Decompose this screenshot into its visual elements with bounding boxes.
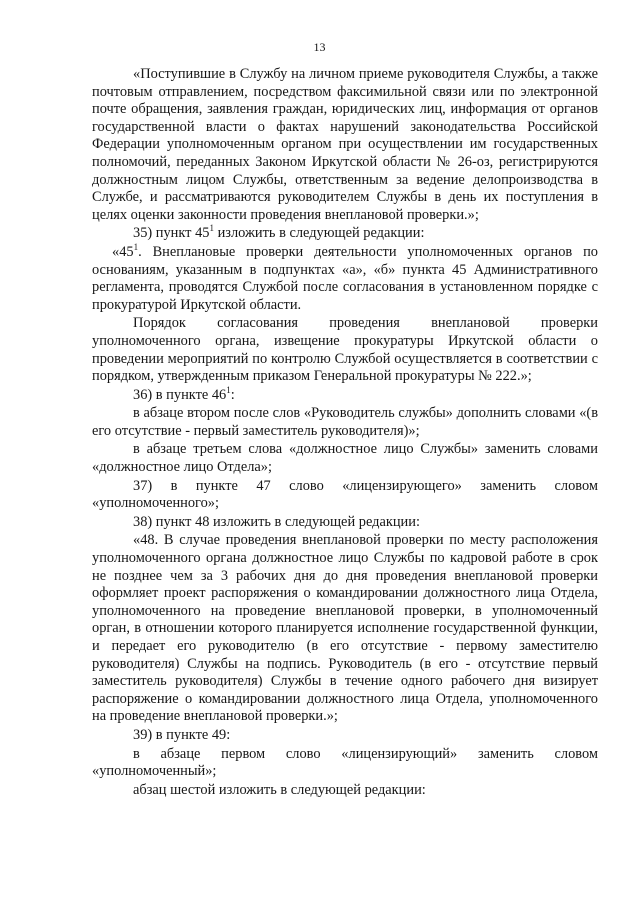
superscript: 1 <box>209 223 214 234</box>
document-body <box>92 66 598 800</box>
superscript: 1 <box>133 241 139 252</box>
page-number: 13 <box>313 40 326 54</box>
paragraph-quote-1: «Поступившие в Службу на личном приеме руководителя Службы, а также почтовым отправлением, посредством факсимильной связи или по электронной почте обращения, заявления граждан, юридических лиц, информация от органов государственной власти о фактах нарушений законодательства Российской Федерации уполномоченным органом при осуществлении им государственных полномочий, переданных Законом Иркутской области № 26-оз, регистрируются должностным лицом Службы, ответственным за ведение делопроизводства в Службе, и рассматриваются руководителем Службы в день их поступления в целях оценки законности проведения внеплановой проверки.»; <box>92 66 598 223</box>
paragraph-item-37: 37) в пункте 47 слово «лицензирующего» заменить словом «уполномоченного»; <box>92 477 598 512</box>
paragraph-item-39: 39) в пункте 49: <box>133 726 231 743</box>
paragraph-39-abzac-6: абзац шестой изложить в следующей редакции: <box>133 781 426 798</box>
superscript: 1 <box>226 384 231 395</box>
paragraph-item-38: 38) пункт 48 изложить в следующей редакции: <box>133 513 420 530</box>
paragraph-item-36: 36) в пункте $46^1$: <box>133 384 235 403</box>
paragraph-39-abzac-1: в абзаце первом слово «лицензирующий» заменить словом «уполномоченный»; <box>92 745 598 780</box>
paragraph-procedure: Порядок согласования проведения внеплановой проверки уполномоченного органа, извещение прокуратуры Иркутской области о проведении мероприятий по контролю Службой осуществляется в соответствии с порядком, утвержденным приказом Генеральной прокуратуры № 222.»; <box>92 315 598 385</box>
paragraph-36-abzac-2: в абзаце втором после слов «Руководитель службы» дополнить словами «(в его отсутствие - первый заместитель руководителя)»; <box>92 405 598 439</box>
paragraph-quote-48: «48. В случае проведения внеплановой проверки по месту расположения уполномоченного органа должностное лицо Службы по кадровой работе в срок не позднее чем за 3 рабочих дня до дня проведения внеплановой проверки оформляет проект распоряжения о командировании должностного лица Отдела, уполномоченного на проведение внеплановой проверки, в уполномоченный орган, в отношении которого планируется исполнение государственной функции, и передает его руководителю (в его отсутствие - первому заместителю руководителя) Службы на подпись. Руководитель (в его - отсутствие первый заместитель руководителя) Службы в течение одного рабочего дня визирует распоряжение о командировании должностного лица Отдела, уполномоченного на проведение внеплановой проверки.»; <box>92 532 598 725</box>
paragraph-36-abzac-3: в абзаце третьем слова «должностное лицо Службы» заменить словами «должностное лицо Отдела»; <box>92 441 598 476</box>
paragraph-quote-45-1: «$45^1$. Внеплановые проверки деятельности уполномоченных органов по основаниям, указанным в подпунктах «а», «б» пункта 45 Административного регламента, проводятся Службой после согласования в установленном порядке с прокуратурой Иркутской области. <box>92 241 598 313</box>
paragraph-item-35: 35) пункт $45^1$ изложить в следующей редакции: <box>133 223 425 242</box>
